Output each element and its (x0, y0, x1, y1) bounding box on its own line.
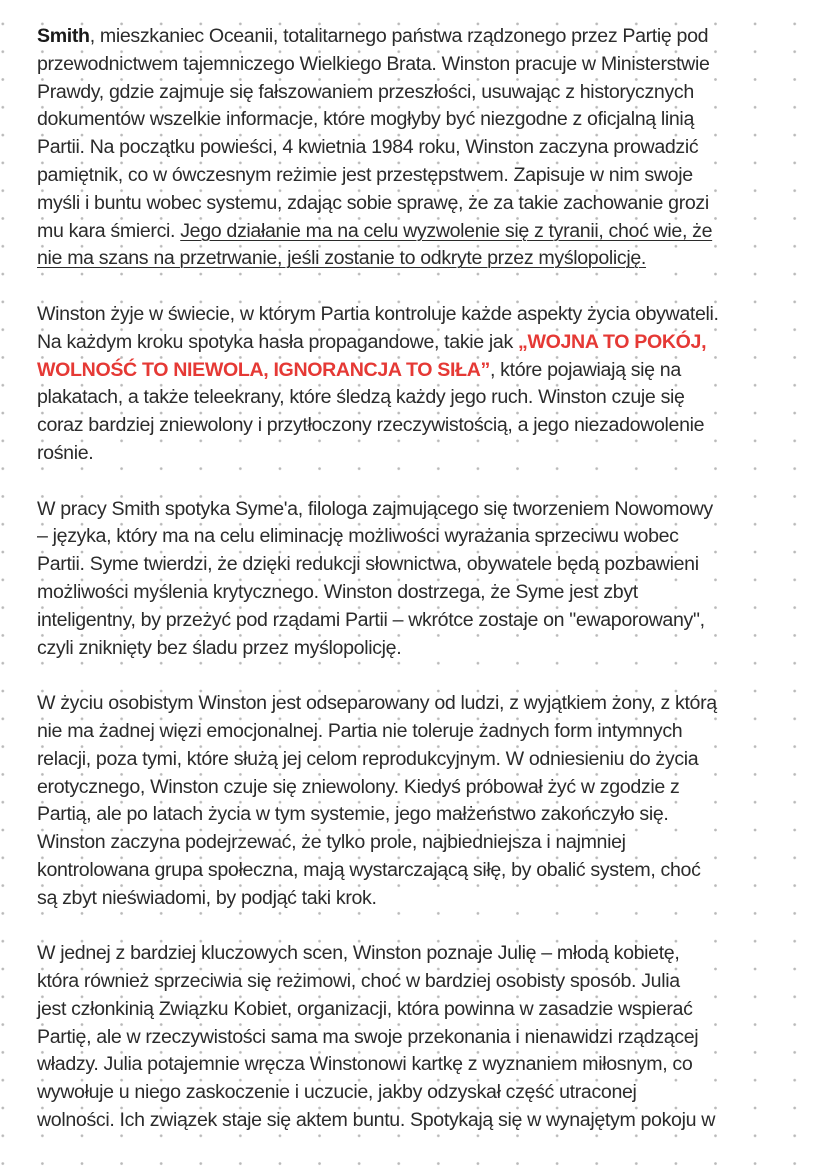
text-segment: erotycznego, Winston czuje się zniewolony. Kiedyś próbował żyć w zgodzie z (37, 775, 680, 798)
text-line (37, 690, 817, 718)
highlighted-slogan: „WOJNA TO POKÓJ, (518, 330, 707, 353)
bold-text: Smith (37, 25, 90, 47)
text-segment: kontrolowana grupa społeczna, mają wystarczającą siłę, by obalić system, choć (37, 858, 701, 881)
text-segment: przewodnictwem tajemniczego Wielkiego Brata. Winston pracuje w Ministerstwie (37, 52, 710, 75)
text-line (37, 301, 817, 329)
text-segment: są zbyt nieświadomi, by podjąć taki krok. (37, 886, 377, 909)
text-segment: możliwości myślenia krytycznego. Winston dostrzega, że Syme jest zbyt (37, 580, 638, 603)
text-segment: W życiu osobistym Winston jest odseparowany od ludzi, z wyjątkiem żony, z którą (37, 692, 717, 715)
text-line (37, 635, 817, 663)
underlined-text: nie ma szans na przetrwanie, jeśli zostanie to odkryte przez myślopolicję. (37, 247, 647, 270)
paragraph (37, 496, 817, 663)
text-line (37, 162, 817, 190)
text-segment: dokumentów wszelkie informacje, które mogłyby być niezgodne z oficjalną linią (37, 108, 694, 131)
text-line (37, 384, 817, 412)
text-line (37, 51, 817, 79)
text-line (37, 134, 817, 162)
text-line (37, 106, 817, 134)
underlined-text: Jego działanie ma na celu wyzwolenie się z tyranii, choć wie, że (180, 219, 713, 242)
text-segment: Na każdym kroku spotyka hasła propagandowe, takie jak (37, 330, 519, 353)
text-segment: coraz bardziej zniewolony i przytłoczony rzeczywistością, a jego niezadowolenie (37, 414, 705, 437)
text-line (37, 79, 817, 107)
text-segment: Winston zaczyna podejrzewać, że tylko prole, najbiedniejsza i najmniej (37, 831, 626, 854)
text-segment: rośnie. (37, 441, 94, 464)
text-segment: plakatach, a także teleekrany, które śledzą każdy jego ruch. Winston czuje się (37, 386, 685, 409)
text-line (37, 1024, 817, 1052)
text-segment: mu kara śmierci. (37, 219, 181, 242)
text-line (37, 774, 817, 802)
text-segment: , mieszkaniec Oceanii, totalitarnego państwa rządzonego przez Partię pod (89, 25, 709, 47)
text-segment: władzy. Julia potajemnie wręcza Winstonowi kartkę z wyznaniem miłosnym, co (37, 1053, 693, 1076)
text-segment: która również sprzeciwia się reżimowi, choć w bardziej osobisty sposób. Julia (37, 970, 680, 993)
text-segment: jest członkinią Związku Kobiet, organizacji, która powinna w zasadzie wspierać (37, 997, 693, 1020)
text-line (37, 940, 817, 968)
text-line (37, 329, 817, 357)
text-line (37, 607, 817, 635)
paragraph (37, 690, 817, 912)
text-line (37, 968, 817, 996)
text-line (37, 23, 817, 51)
text-line (37, 245, 817, 273)
text-line (37, 1051, 817, 1079)
text-line (37, 829, 817, 857)
text-segment: Winston żyje w świecie, w którym Partia kontroluje każde aspekty życia obywateli. (37, 302, 719, 325)
text-line (37, 801, 817, 829)
text-segment: inteligentny, by przeżyć pod rządami Partii – wkrótce zostaje on "ewaporowany", (37, 608, 705, 631)
text-segment: relacji, poza tymi, które służą jej celom reprodukcyjnym. W odniesieniu do życia (37, 747, 699, 770)
text-segment: wolności. Ich związek staje się aktem buntu. Spotykają się w wynajętym pokoju w (37, 1109, 716, 1132)
text-line (37, 579, 817, 607)
text-line (37, 218, 817, 246)
text-segment: W pracy Smith spotyka Syme'a, filologa zajmującego się tworzeniem Nowomowy (37, 497, 713, 520)
text-segment: Partii. Na początku powieści, 4 kwietnia 1984 roku, Winston zaczyna prowadzić (37, 136, 699, 159)
document-body (37, 23, 817, 1163)
text-line (37, 440, 817, 468)
text-line (37, 190, 817, 218)
paragraph (37, 940, 817, 1135)
text-line (37, 718, 817, 746)
text-segment: Partię, ale w rzeczywistości sama ma swoje przekonania i nienawidzi rządzącej (37, 1025, 699, 1048)
text-segment: myśli i buntu wobec systemu, zdając sobie sprawę, że za takie zachowanie grozi (37, 191, 709, 214)
paragraph (37, 301, 817, 468)
text-segment: Partii. Syme twierdzi, że dzięki redukcji słownictwa, obywatele będą pozbawieni (37, 553, 699, 576)
highlighted-slogan: WOLNOŚĆ TO NIEWOLA, IGNORANCJA TO SIŁA” (37, 358, 490, 381)
text-line (37, 412, 817, 440)
text-line (37, 746, 817, 774)
text-line (37, 357, 817, 385)
text-line (37, 523, 817, 551)
text-segment: , które pojawiają się na (489, 358, 681, 381)
text-segment: wywołuje u niego zaskoczenie i uczucie, jakby odzyskał część utraconej (37, 1081, 637, 1104)
text-segment: czyli zniknięty bez śladu przez myślopolicję. (37, 636, 402, 659)
text-line (37, 551, 817, 579)
text-line (37, 857, 817, 885)
text-segment: – języka, który ma na celu eliminację możliwości wyrażania sprzeciwu wobec (37, 525, 679, 548)
text-line (37, 1079, 817, 1107)
text-line (37, 496, 817, 524)
text-line (37, 1107, 817, 1135)
text-segment: pamiętnik, co w ówczesnym reżimie jest przestępstwem. Zapisuje w nim swoje (37, 163, 693, 186)
text-segment: Prawdy, gdzie zajmuje się fałszowaniem przeszłości, usuwając z historycznych (37, 80, 694, 103)
text-line (37, 885, 817, 913)
text-segment: W jednej z bardziej kluczowych scen, Winston poznaje Julię – młodą kobietę, (37, 942, 680, 965)
text-line (37, 996, 817, 1024)
text-segment: nie ma żadnej więzi emocjonalnej. Partia nie toleruje żadnych form intymnych (37, 719, 683, 742)
text-segment: Partią, ale po latach życia w tym systemie, jego małżeństwo zakończyło się. (37, 803, 669, 826)
paragraph (37, 23, 817, 273)
